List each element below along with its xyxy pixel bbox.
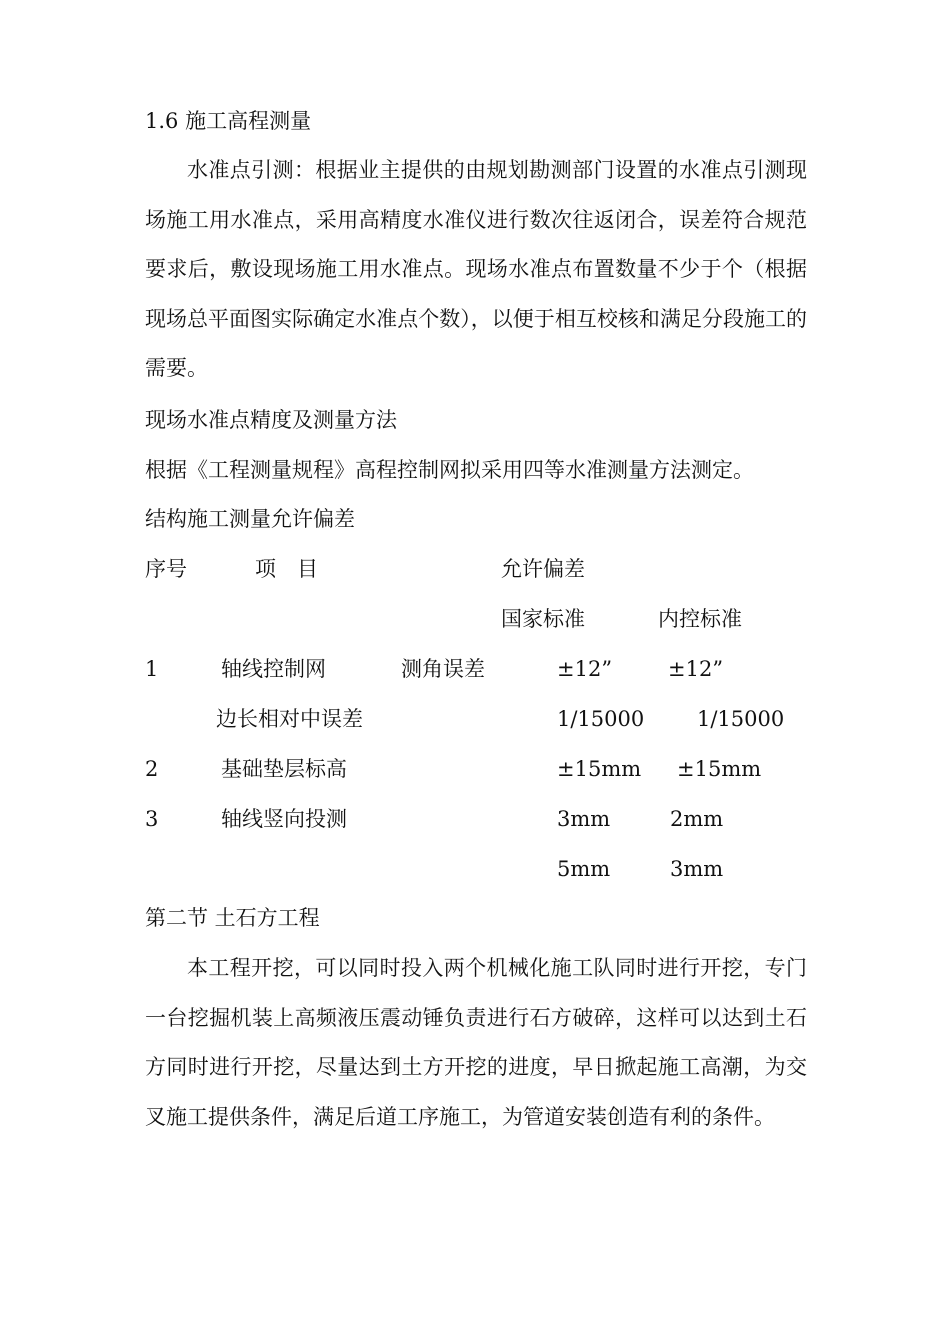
row-no: 1 [145, 657, 159, 681]
section-heading-1-6: 1.6 施工高程测量 [145, 109, 312, 133]
row-item: 轴线竖向投测 [221, 807, 347, 831]
row-internal: ±12” [668, 657, 724, 681]
row-item: 轴线控制网 [221, 657, 326, 681]
table-header-allow: 允许偏差 [501, 557, 585, 581]
table-header-no: 序号 [145, 557, 187, 581]
row-item: 基础垫层标高 [221, 757, 347, 781]
section-heading-2: 第二节 土石方工程 [145, 906, 320, 930]
row-internal: 1/15000 [697, 707, 785, 731]
row-national: ±12” [557, 657, 613, 681]
row-internal: 3mm [670, 857, 724, 881]
row-sub: 测角误差 [401, 657, 485, 681]
excavation-paragraph: 本工程开挖，可以同时投入两个机械化施工队同时进行开挖，专门一台挖掘机装上高频液压震动锤负责进行石方破碎，这样可以达到土石方同时进行开挖，尽量达到土方开挖的进度，早日掀起施工高潮，为交叉施工提供条件，满足后道工序施工，为管道安装创造有利的条件。 [145, 956, 807, 1129]
table-header-national: 国家标准 [501, 607, 585, 631]
benchmark-paragraph: 水准点引测：根据业主提供的由规划勘测部门设置的水准点引测现场施工用水准点，采用高精度水准仪进行数次往返闭合，误差符合规范要求后，敷设现场施工用水准点。现场水准点布置数量不少于个（根据现场总平面图实际确定水准点个数），以便于相互校核和满足分段施工的需要。 [145, 158, 807, 381]
row-national: 3mm [557, 807, 611, 831]
tolerance-title: 结构施工测量允许偏差 [145, 507, 355, 531]
row-national: 5mm [557, 857, 611, 881]
row-national: 1/15000 [557, 707, 645, 731]
row-no: 2 [145, 757, 159, 781]
precision-line: 现场水准点精度及测量方法 [145, 408, 397, 432]
table-header-item: 项 目 [255, 557, 318, 581]
table-header-internal: 内控标准 [658, 607, 742, 631]
method-line: 根据《工程测量规程》高程控制网拟采用四等水准测量方法测定。 [145, 458, 754, 482]
row-internal: 2mm [670, 807, 724, 831]
row-internal: ±15mm [677, 757, 762, 781]
row-national: ±15mm [557, 757, 642, 781]
row-no: 3 [145, 807, 159, 831]
row-item: 边长相对中误差 [216, 707, 363, 731]
